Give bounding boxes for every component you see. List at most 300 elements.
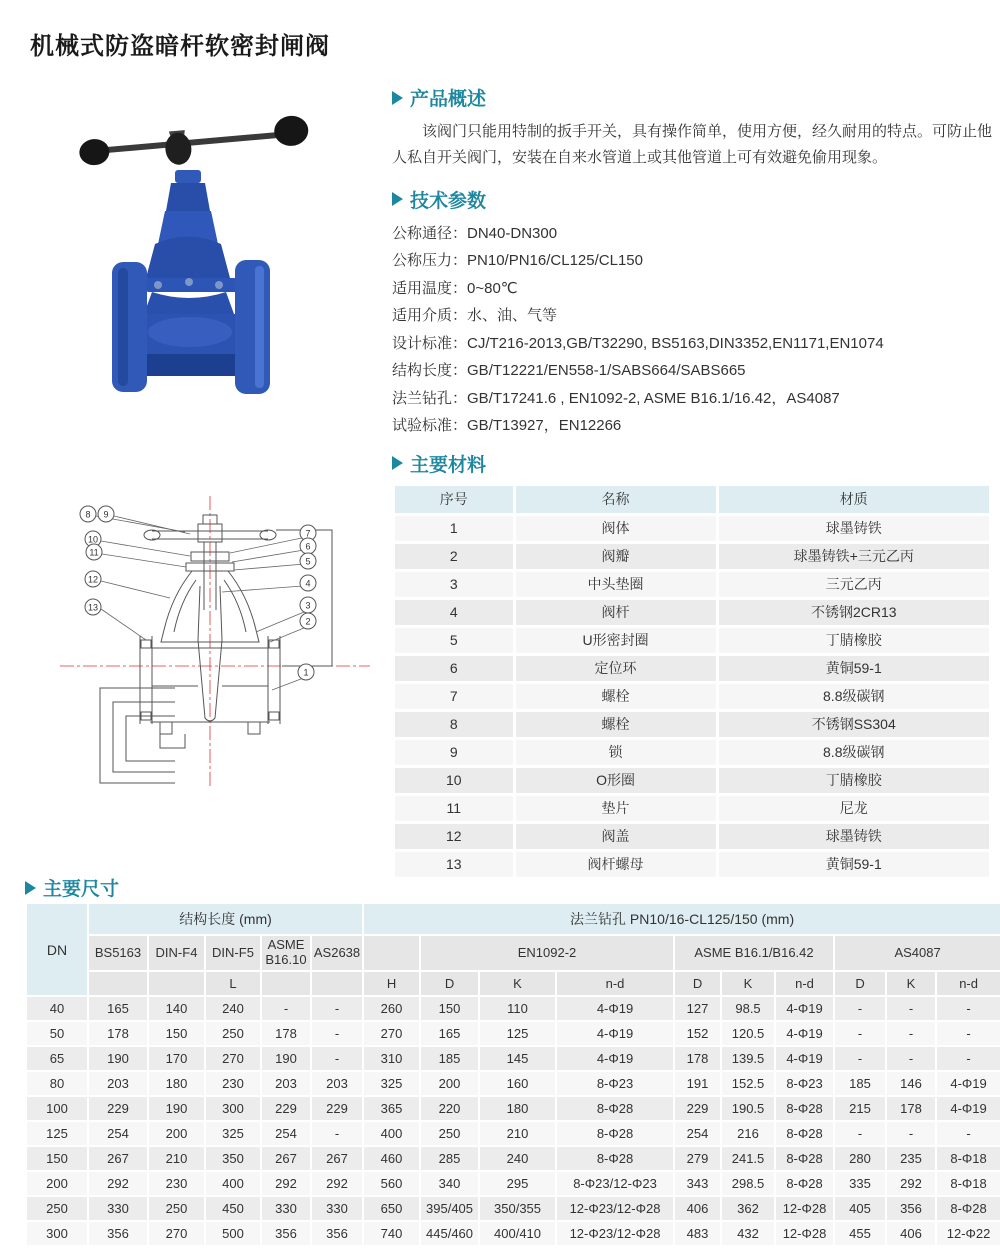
- dims-value-cell: -: [937, 997, 1000, 1020]
- materials-cell: 8.8级碳钢: [719, 740, 990, 765]
- dims-value-cell: 300: [206, 1097, 260, 1120]
- dims-value-cell: 455: [835, 1222, 885, 1245]
- dims-symbol-cell: D: [675, 972, 720, 995]
- dims-symbol-cell: K: [480, 972, 555, 995]
- dims-value-cell: 145: [480, 1047, 555, 1070]
- dims-empty-cell: [364, 936, 419, 970]
- materials-cell: 10: [395, 768, 513, 793]
- dims-value-cell: 445/460: [421, 1222, 478, 1245]
- dims-value-cell: 12-Φ23/12-Φ28: [557, 1197, 673, 1220]
- dims-value-cell: 241.5: [722, 1147, 774, 1170]
- dims-value-cell: 185: [835, 1072, 885, 1095]
- dimensions-heading: [25, 874, 119, 901]
- dims-value-cell: -: [937, 1022, 1000, 1045]
- dims-value-cell: 146: [887, 1072, 935, 1095]
- dims-value-cell: 4-Φ19: [937, 1072, 1000, 1095]
- dims-value-cell: 210: [149, 1147, 204, 1170]
- dims-standard-cell: EN1092-2: [421, 936, 673, 970]
- materials-table: [392, 483, 992, 880]
- dims-header-standards: [27, 936, 1000, 970]
- dims-value-cell: 250: [421, 1122, 478, 1145]
- dims-value-cell: 120.5: [722, 1022, 774, 1045]
- dims-symbol-cell: H: [364, 972, 419, 995]
- dims-value-cell: -: [937, 1047, 1000, 1070]
- dims-value-cell: 254: [89, 1122, 147, 1145]
- dims-value-cell: 298.5: [722, 1172, 774, 1195]
- param-value: 水、油、气等: [467, 307, 558, 324]
- dims-value-cell: 560: [364, 1172, 419, 1195]
- materials-cell: 7: [395, 684, 513, 709]
- materials-cell: 13: [395, 852, 513, 877]
- dims-value-cell: 254: [262, 1122, 310, 1145]
- materials-cell: 8.8级碳钢: [719, 684, 990, 709]
- dims-header-symbols: [27, 972, 1000, 995]
- param-line: [392, 275, 992, 303]
- dims-dn-value: 100: [27, 1097, 87, 1120]
- dims-symbol-cell: D: [835, 972, 885, 995]
- materials-cell: 8: [395, 712, 513, 737]
- dims-data-row: [27, 1172, 1000, 1195]
- dims-value-cell: 330: [89, 1197, 147, 1220]
- dims-value-cell: 450: [206, 1197, 260, 1220]
- param-line: [392, 220, 992, 248]
- dims-value-cell: 150: [149, 1022, 204, 1045]
- params-heading-label: 技术参数: [410, 190, 487, 212]
- callout-leader-line: [102, 554, 186, 567]
- overview-heading: [392, 84, 992, 111]
- dims-dn-value: 125: [27, 1122, 87, 1145]
- materials-cell: 定位环: [516, 656, 716, 681]
- param-label: 公称压力：: [392, 252, 468, 269]
- materials-cell: 阀杆: [516, 600, 716, 625]
- dims-value-cell: -: [312, 1022, 362, 1045]
- dims-value-cell: 203: [312, 1072, 362, 1095]
- callout-number: 2: [305, 616, 311, 627]
- dims-standard-cell: ASME B16.1/B16.42: [675, 936, 833, 970]
- dims-value-cell: 229: [262, 1097, 310, 1120]
- materials-header-row: [395, 486, 989, 513]
- materials-cell: 螺栓: [516, 684, 716, 709]
- materials-row: [395, 572, 989, 597]
- dims-value-cell: 267: [89, 1147, 147, 1170]
- dims-value-cell: 285: [421, 1147, 478, 1170]
- dims-value-cell: 400: [364, 1122, 419, 1145]
- materials-heading-label: 主要材料: [410, 454, 487, 476]
- wrench-image: [78, 114, 311, 173]
- dims-value-cell: 4-Φ19: [557, 997, 673, 1020]
- callout-leader-line: [101, 541, 190, 556]
- dims-data-row: [27, 1047, 1000, 1070]
- callout-number: 9: [103, 509, 109, 520]
- dims-value-cell: 4-Φ19: [557, 1022, 673, 1045]
- dims-value-cell: 362: [722, 1197, 774, 1220]
- dims-symbol-cell: n-d: [557, 972, 673, 995]
- dims-value-cell: 210: [480, 1122, 555, 1145]
- dims-value-cell: 8-Φ18: [937, 1172, 1000, 1195]
- dims-value-cell: -: [887, 1122, 935, 1145]
- param-label: 适用介质：: [392, 307, 468, 324]
- dims-value-cell: -: [887, 1022, 935, 1045]
- dims-symbol-cell: n-d: [937, 972, 1000, 995]
- dims-value-cell: 8-Φ28: [776, 1172, 833, 1195]
- materials-cell: 不锈钢2CR13: [719, 600, 990, 625]
- dims-value-cell: -: [937, 1122, 1000, 1145]
- dims-group-structure-length: 结构长度 (mm): [89, 904, 362, 934]
- dims-value-cell: 483: [675, 1222, 720, 1245]
- product-photo: [52, 92, 364, 424]
- triangle-bullet-icon: [25, 881, 36, 895]
- materials-cell: 球墨铸铁: [719, 516, 990, 541]
- dims-value-cell: -: [887, 997, 935, 1020]
- param-line: [392, 247, 992, 275]
- dims-value-cell: 230: [206, 1072, 260, 1095]
- materials-row: [395, 656, 989, 681]
- dims-header-groups: [27, 904, 1000, 934]
- dims-value-cell: 185: [421, 1047, 478, 1070]
- materials-col-material: 材质: [719, 486, 990, 513]
- param-label: 结构长度：: [392, 362, 468, 379]
- dims-value-cell: 191: [675, 1072, 720, 1095]
- dims-symbol-cell: K: [887, 972, 935, 995]
- dims-value-cell: 165: [89, 997, 147, 1020]
- dims-value-cell: 250: [206, 1022, 260, 1045]
- dims-value-cell: 190.5: [722, 1097, 774, 1120]
- materials-cell: 丁腈橡胶: [719, 768, 990, 793]
- callout-number: 11: [89, 547, 99, 558]
- materials-cell: 3: [395, 572, 513, 597]
- dims-value-cell: 8-Φ28: [557, 1097, 673, 1120]
- dims-value-cell: 500: [206, 1222, 260, 1245]
- dims-data-row: [27, 1197, 1000, 1220]
- dims-value-cell: 460: [364, 1147, 419, 1170]
- dims-value-cell: 292: [887, 1172, 935, 1195]
- materials-cell: 尼龙: [719, 796, 990, 821]
- param-value: PN10/PN16/CL125/CL150: [467, 252, 643, 269]
- dims-value-cell: 270: [206, 1047, 260, 1070]
- dims-value-cell: 215: [835, 1097, 885, 1120]
- dims-standard-cell: DIN-F5: [206, 936, 260, 970]
- param-value: GB/T12221/EN558-1/SABS664/SABS665: [467, 362, 746, 379]
- dims-dn-value: 80: [27, 1072, 87, 1095]
- dims-value-cell: 203: [262, 1072, 310, 1095]
- materials-cell: 中头垫圈: [516, 572, 716, 597]
- dimensions-table: [25, 902, 1000, 1247]
- dims-value-cell: 127: [675, 997, 720, 1020]
- dims-value-cell: 178: [675, 1047, 720, 1070]
- dims-value-cell: 220: [421, 1097, 478, 1120]
- dims-value-cell: 150: [421, 997, 478, 1020]
- param-line: [392, 357, 992, 385]
- dims-data-row: [27, 1147, 1000, 1170]
- dims-value-cell: 125: [480, 1022, 555, 1045]
- dims-value-cell: 270: [149, 1222, 204, 1245]
- params-heading: [392, 186, 992, 213]
- materials-row: [395, 516, 989, 541]
- materials-row: [395, 684, 989, 709]
- dims-standard-cell: AS4087: [835, 936, 1000, 970]
- dims-value-cell: 8-Φ23: [557, 1072, 673, 1095]
- dims-data-row: [27, 1222, 1000, 1245]
- callout-number: 4: [305, 578, 311, 589]
- dims-value-cell: 356: [262, 1222, 310, 1245]
- param-value: 0~80℃: [467, 279, 518, 297]
- dims-dn-value: 50: [27, 1022, 87, 1045]
- triangle-bullet-icon: [392, 456, 403, 470]
- dims-value-cell: 230: [149, 1172, 204, 1195]
- dims-value-cell: -: [835, 1122, 885, 1145]
- materials-heading: [392, 450, 992, 477]
- materials-cell: 螺栓: [516, 712, 716, 737]
- dims-value-cell: 8-Φ28: [776, 1147, 833, 1170]
- dims-value-cell: 406: [887, 1222, 935, 1245]
- dims-data-row: [27, 1022, 1000, 1045]
- dims-value-cell: -: [262, 997, 310, 1020]
- materials-cell: 1: [395, 516, 513, 541]
- dims-value-cell: 8-Φ28: [937, 1197, 1000, 1220]
- callout-number: 1: [303, 667, 309, 678]
- materials-cell: 垫片: [516, 796, 716, 821]
- param-line: [392, 302, 992, 330]
- dims-value-cell: 279: [675, 1147, 720, 1170]
- dims-value-cell: 8-Φ23/12-Φ23: [557, 1172, 673, 1195]
- triangle-bullet-icon: [392, 192, 403, 206]
- materials-row: [395, 768, 989, 793]
- dims-value-cell: 190: [89, 1047, 147, 1070]
- materials-cell: 球墨铸铁: [719, 824, 990, 849]
- dims-symbol-cell: n-d: [776, 972, 833, 995]
- dims-value-cell: 216: [722, 1122, 774, 1145]
- technical-drawing: [40, 490, 382, 792]
- callout-number: 12: [87, 574, 99, 585]
- callout-number: 8: [85, 509, 91, 520]
- dims-value-cell: 310: [364, 1047, 419, 1070]
- materials-col-no: 序号: [395, 486, 513, 513]
- dims-value-cell: 356: [89, 1222, 147, 1245]
- param-line: [392, 412, 992, 440]
- dims-value-cell: 190: [149, 1097, 204, 1120]
- dims-dn-value: 150: [27, 1147, 87, 1170]
- dims-value-cell: 240: [206, 997, 260, 1020]
- param-value: GB/T17241.6 , EN1092-2, ASME B16.1/16.42，AS4087: [467, 389, 840, 407]
- param-label: 试验标准：: [392, 417, 468, 434]
- dims-value-cell: 170: [149, 1047, 204, 1070]
- materials-cell: 黄铜59-1: [719, 656, 990, 681]
- dims-dn-value: 250: [27, 1197, 87, 1220]
- dims-value-cell: 178: [262, 1022, 310, 1045]
- materials-row: [395, 628, 989, 653]
- dims-value-cell: 267: [262, 1147, 310, 1170]
- triangle-bullet-icon: [392, 91, 403, 105]
- dims-value-cell: 165: [421, 1022, 478, 1045]
- materials-cell: 6: [395, 656, 513, 681]
- dims-value-cell: 356: [312, 1222, 362, 1245]
- callout-leader-line: [101, 581, 170, 598]
- materials-cell: 黄铜59-1: [719, 852, 990, 877]
- dims-value-cell: 292: [89, 1172, 147, 1195]
- materials-cell: 阀杆螺母: [516, 852, 716, 877]
- dims-value-cell: 330: [312, 1197, 362, 1220]
- dims-dn-value: 65: [27, 1047, 87, 1070]
- materials-cell: 球墨铸铁+三元乙丙: [719, 544, 990, 569]
- param-value: DN40-DN300: [467, 224, 558, 242]
- dims-value-cell: -: [312, 1047, 362, 1070]
- dims-value-cell: 325: [364, 1072, 419, 1095]
- materials-cell: 丁腈橡胶: [719, 628, 990, 653]
- dims-value-cell: 365: [364, 1097, 419, 1120]
- param-value: CJ/T216-2013,GB/T32290, BS5163,DIN3352,EN1171,EN1074: [467, 334, 884, 352]
- param-label: 公称通径：: [392, 224, 468, 242]
- dims-standard-cell: AS2638: [312, 936, 362, 970]
- dims-value-cell: -: [835, 997, 885, 1020]
- dims-data-row: [27, 1097, 1000, 1120]
- materials-col-name: 名称: [516, 486, 716, 513]
- dims-value-cell: 12-Φ23/12-Φ28: [557, 1222, 673, 1245]
- materials-cell: 三元乙丙: [719, 572, 990, 597]
- dims-value-cell: 350: [206, 1147, 260, 1170]
- materials-cell: U形密封圈: [516, 628, 716, 653]
- dims-value-cell: 4-Φ19: [776, 1047, 833, 1070]
- page-title: 机械式防盗暗杆软密封闸阀: [30, 33, 330, 60]
- dims-standard-cell: BS5163: [89, 936, 147, 970]
- param-label: 设计标准：: [392, 334, 468, 352]
- dims-value-cell: 8-Φ28: [776, 1122, 833, 1145]
- dims-value-cell: 140: [149, 997, 204, 1020]
- dims-value-cell: 8-Φ28: [776, 1097, 833, 1120]
- dims-symbol-cell: [312, 972, 362, 995]
- dims-value-cell: -: [312, 1122, 362, 1145]
- dims-value-cell: 160: [480, 1072, 555, 1095]
- materials-cell: 4: [395, 600, 513, 625]
- dims-value-cell: 229: [675, 1097, 720, 1120]
- dims-symbol-cell: L: [206, 972, 260, 995]
- callout-number: 10: [87, 534, 99, 545]
- dims-value-cell: 250: [149, 1197, 204, 1220]
- dims-value-cell: 4-Φ19: [776, 997, 833, 1020]
- dims-col-dn: DN: [27, 904, 87, 995]
- materials-row: [395, 544, 989, 569]
- dims-symbol-cell: [89, 972, 147, 995]
- dims-value-cell: 235: [887, 1147, 935, 1170]
- dims-value-cell: 395/405: [421, 1197, 478, 1220]
- dims-value-cell: 740: [364, 1222, 419, 1245]
- valve-photo-graphic: [52, 92, 364, 424]
- dims-dn-value: 40: [27, 997, 87, 1020]
- dims-value-cell: 178: [89, 1022, 147, 1045]
- dims-value-cell: -: [835, 1022, 885, 1045]
- dims-value-cell: 325: [206, 1122, 260, 1145]
- dims-value-cell: 350/355: [480, 1197, 555, 1220]
- dims-data-row: [27, 1072, 1000, 1095]
- dims-symbol-cell: [262, 972, 310, 995]
- dims-symbol-cell: D: [421, 972, 478, 995]
- dims-value-cell: 260: [364, 997, 419, 1020]
- dims-value-cell: 8-Φ18: [937, 1147, 1000, 1170]
- dims-value-cell: 405: [835, 1197, 885, 1220]
- dims-symbol-cell: [149, 972, 204, 995]
- dims-value-cell: 4-Φ19: [557, 1047, 673, 1070]
- dims-value-cell: 190: [262, 1047, 310, 1070]
- dims-value-cell: 650: [364, 1197, 419, 1220]
- dims-value-cell: 12-Φ28: [776, 1222, 833, 1245]
- dims-value-cell: 200: [149, 1122, 204, 1145]
- materials-row: [395, 796, 989, 821]
- dims-value-cell: 4-Φ19: [937, 1097, 1000, 1120]
- param-line: [392, 330, 992, 358]
- materials-row: [395, 600, 989, 625]
- dims-value-cell: 12-Φ22: [937, 1222, 1000, 1245]
- materials-cell: 阀盖: [516, 824, 716, 849]
- dims-value-cell: 4-Φ19: [776, 1022, 833, 1045]
- callout-number: 6: [305, 541, 311, 552]
- dims-value-cell: -: [312, 997, 362, 1020]
- dims-value-cell: 152.5: [722, 1072, 774, 1095]
- dims-value-cell: 335: [835, 1172, 885, 1195]
- param-value: GB/T13927，EN12266: [467, 417, 622, 434]
- callout-number: 3: [305, 600, 311, 611]
- dims-value-cell: 178: [887, 1097, 935, 1120]
- dims-value-cell: 152: [675, 1022, 720, 1045]
- dims-value-cell: 280: [835, 1147, 885, 1170]
- dims-value-cell: 343: [675, 1172, 720, 1195]
- valve-section-drawing: [40, 490, 382, 792]
- dims-value-cell: 432: [722, 1222, 774, 1245]
- materials-cell: 12: [395, 824, 513, 849]
- materials-row: [395, 852, 989, 877]
- dims-standard-cell: DIN-F4: [149, 936, 204, 970]
- dims-data-row: [27, 997, 1000, 1020]
- dims-value-cell: 406: [675, 1197, 720, 1220]
- dimensions-heading-label: 主要尺寸: [43, 879, 120, 900]
- materials-cell: 2: [395, 544, 513, 569]
- dims-standard-cell: ASME B16.10: [262, 936, 310, 970]
- dims-value-cell: 229: [312, 1097, 362, 1120]
- params-list: [392, 220, 992, 440]
- dims-value-cell: 98.5: [722, 997, 774, 1020]
- materials-cell: 5: [395, 628, 513, 653]
- materials-cell: 阀瓣: [516, 544, 716, 569]
- param-line: [392, 385, 992, 413]
- valve-image: [112, 170, 270, 394]
- dims-value-cell: 180: [480, 1097, 555, 1120]
- overview-heading-label: 产品概述: [410, 89, 487, 110]
- dims-value-cell: 110: [480, 997, 555, 1020]
- materials-row: [395, 712, 989, 737]
- callout-number: 5: [305, 556, 311, 567]
- dims-data-row: [27, 1122, 1000, 1145]
- callout-leader-line: [101, 609, 146, 640]
- dims-value-cell: 203: [89, 1072, 147, 1095]
- materials-row: [395, 740, 989, 765]
- dims-value-cell: 400: [206, 1172, 260, 1195]
- dims-value-cell: 340: [421, 1172, 478, 1195]
- dims-symbol-cell: K: [722, 972, 774, 995]
- materials-cell: 9: [395, 740, 513, 765]
- dims-value-cell: 240: [480, 1147, 555, 1170]
- dims-value-cell: 8-Φ28: [557, 1122, 673, 1145]
- dims-value-cell: 400/410: [480, 1222, 555, 1245]
- dims-value-cell: 200: [421, 1072, 478, 1095]
- dims-value-cell: 295: [480, 1172, 555, 1195]
- callout-number: 13: [87, 602, 99, 613]
- dims-value-cell: 8-Φ23: [776, 1072, 833, 1095]
- right-column: [392, 84, 992, 880]
- dims-value-cell: 12-Φ28: [776, 1197, 833, 1220]
- dims-value-cell: 270: [364, 1022, 419, 1045]
- materials-cell: 阀体: [516, 516, 716, 541]
- dims-group-flange-drilling: 法兰钻孔 PN10/16-CL125/150 (mm): [364, 904, 1000, 934]
- materials-row: [395, 824, 989, 849]
- dims-dn-value: 300: [27, 1222, 87, 1245]
